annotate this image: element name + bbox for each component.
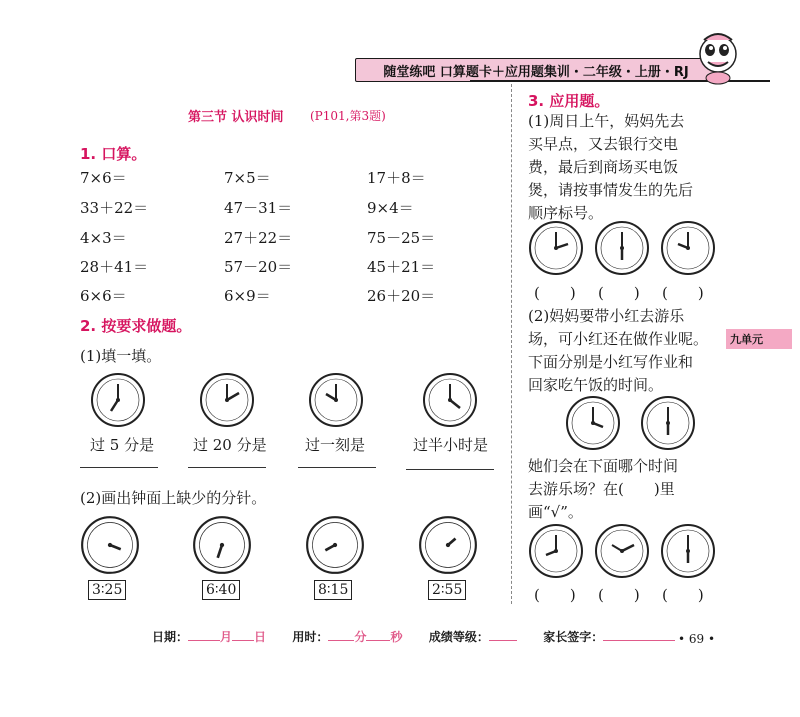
calc: 4×3＝ [80, 229, 127, 247]
clock-label: 过一刻是 [305, 436, 366, 454]
answer-paren[interactable]: ( ) [598, 284, 640, 302]
clock-icon [192, 515, 252, 575]
answer-paren[interactable]: ( ) [598, 586, 640, 604]
page-number: • 69 • [678, 632, 716, 646]
time-box: 3∶25 [88, 580, 126, 600]
answer-paren[interactable]: ( ) [662, 586, 704, 604]
clock-icon [90, 372, 146, 428]
section-reference: (P101,第3题) [310, 109, 386, 123]
calc: 7×5＝ [224, 169, 271, 187]
clock-label: 过半小时是 [413, 436, 489, 454]
q2-heading: 2. 按要求做题。 [80, 317, 192, 335]
column-divider [511, 84, 512, 604]
clock-icon [594, 220, 650, 276]
header-banner: 随堂练吧 口算题卡＋应用题集训・二年级・上册・RJ [355, 58, 717, 82]
clock-icon [640, 395, 696, 451]
clock-icon [418, 515, 478, 575]
clock-icon [660, 220, 716, 276]
q2-part1: (1)填一填。 [80, 347, 162, 365]
mascot-icon [690, 30, 746, 86]
clock-icon [528, 523, 584, 579]
calc: 26＋20＝ [367, 287, 436, 305]
answer-blank[interactable] [406, 469, 494, 470]
time-box: 2∶55 [428, 580, 466, 600]
answer-paren[interactable]: ( ) [534, 284, 576, 302]
section-title: 第三节 认识时间 [188, 110, 284, 125]
calc: 9×4＝ [367, 199, 414, 217]
clock-icon [660, 523, 716, 579]
clock-icon [528, 220, 584, 276]
clock-label: 过 5 分是 [90, 436, 155, 454]
q1-heading: 1. 口算。 [80, 145, 147, 163]
calc: 33＋22＝ [80, 199, 149, 217]
q3-heading: 3. 应用题。 [528, 92, 610, 110]
clock-icon [422, 372, 478, 428]
q3-paragraph-2: (2)妈妈要带小红去游乐 场，可小红还在做作业呢。 下面分别是小红写作业和 回家吃午饭的时间。 [528, 307, 709, 394]
answer-paren[interactable]: ( ) [662, 284, 704, 302]
calc: 28＋41＝ [80, 258, 149, 276]
answer-blank[interactable] [80, 467, 158, 468]
clock-icon [80, 515, 140, 575]
answer-paren[interactable]: ( ) [534, 586, 576, 604]
q2-part2: (2)画出钟面上缺少的分针。 [80, 489, 267, 507]
answer-blank[interactable] [188, 467, 266, 468]
calc: 75－25＝ [367, 229, 436, 247]
calc: 57－20＝ [224, 258, 293, 276]
calc: 6×9＝ [224, 287, 271, 305]
calc: 27＋22＝ [224, 229, 293, 247]
day-blank [232, 630, 254, 641]
clock-icon [565, 395, 621, 451]
answer-blank[interactable] [298, 467, 376, 468]
calc: 17＋8＝ [367, 169, 426, 187]
clock-icon [305, 515, 365, 575]
time-box: 6∶40 [202, 580, 240, 600]
q3-paragraph-3: 她们会在下面哪个时间 去游乐场？在( )里 画“√”。 [528, 457, 679, 521]
calc: 7×6＝ [80, 169, 127, 187]
time-box: 8∶15 [314, 580, 352, 600]
footer-bar: 日期： 月 日 用时： 分 秒 成绩等级： 家长签字： [152, 628, 675, 645]
calc: 47－31＝ [224, 199, 293, 217]
calc: 6×6＝ [80, 287, 127, 305]
clock-label: 过 20 分是 [193, 436, 267, 454]
clock-icon [308, 372, 364, 428]
clock-icon [199, 372, 255, 428]
date-blank [188, 630, 220, 641]
calc: 45＋21＝ [367, 258, 436, 276]
clock-icon [594, 523, 650, 579]
unit-tab: 九单元 [726, 329, 792, 349]
q3-paragraph-1: (1)周日上午，妈妈先去 买早点，又去银行交电 费，最后到商场买电饭 煲，请按事情发生的先后 顺序标号。 [528, 112, 694, 222]
